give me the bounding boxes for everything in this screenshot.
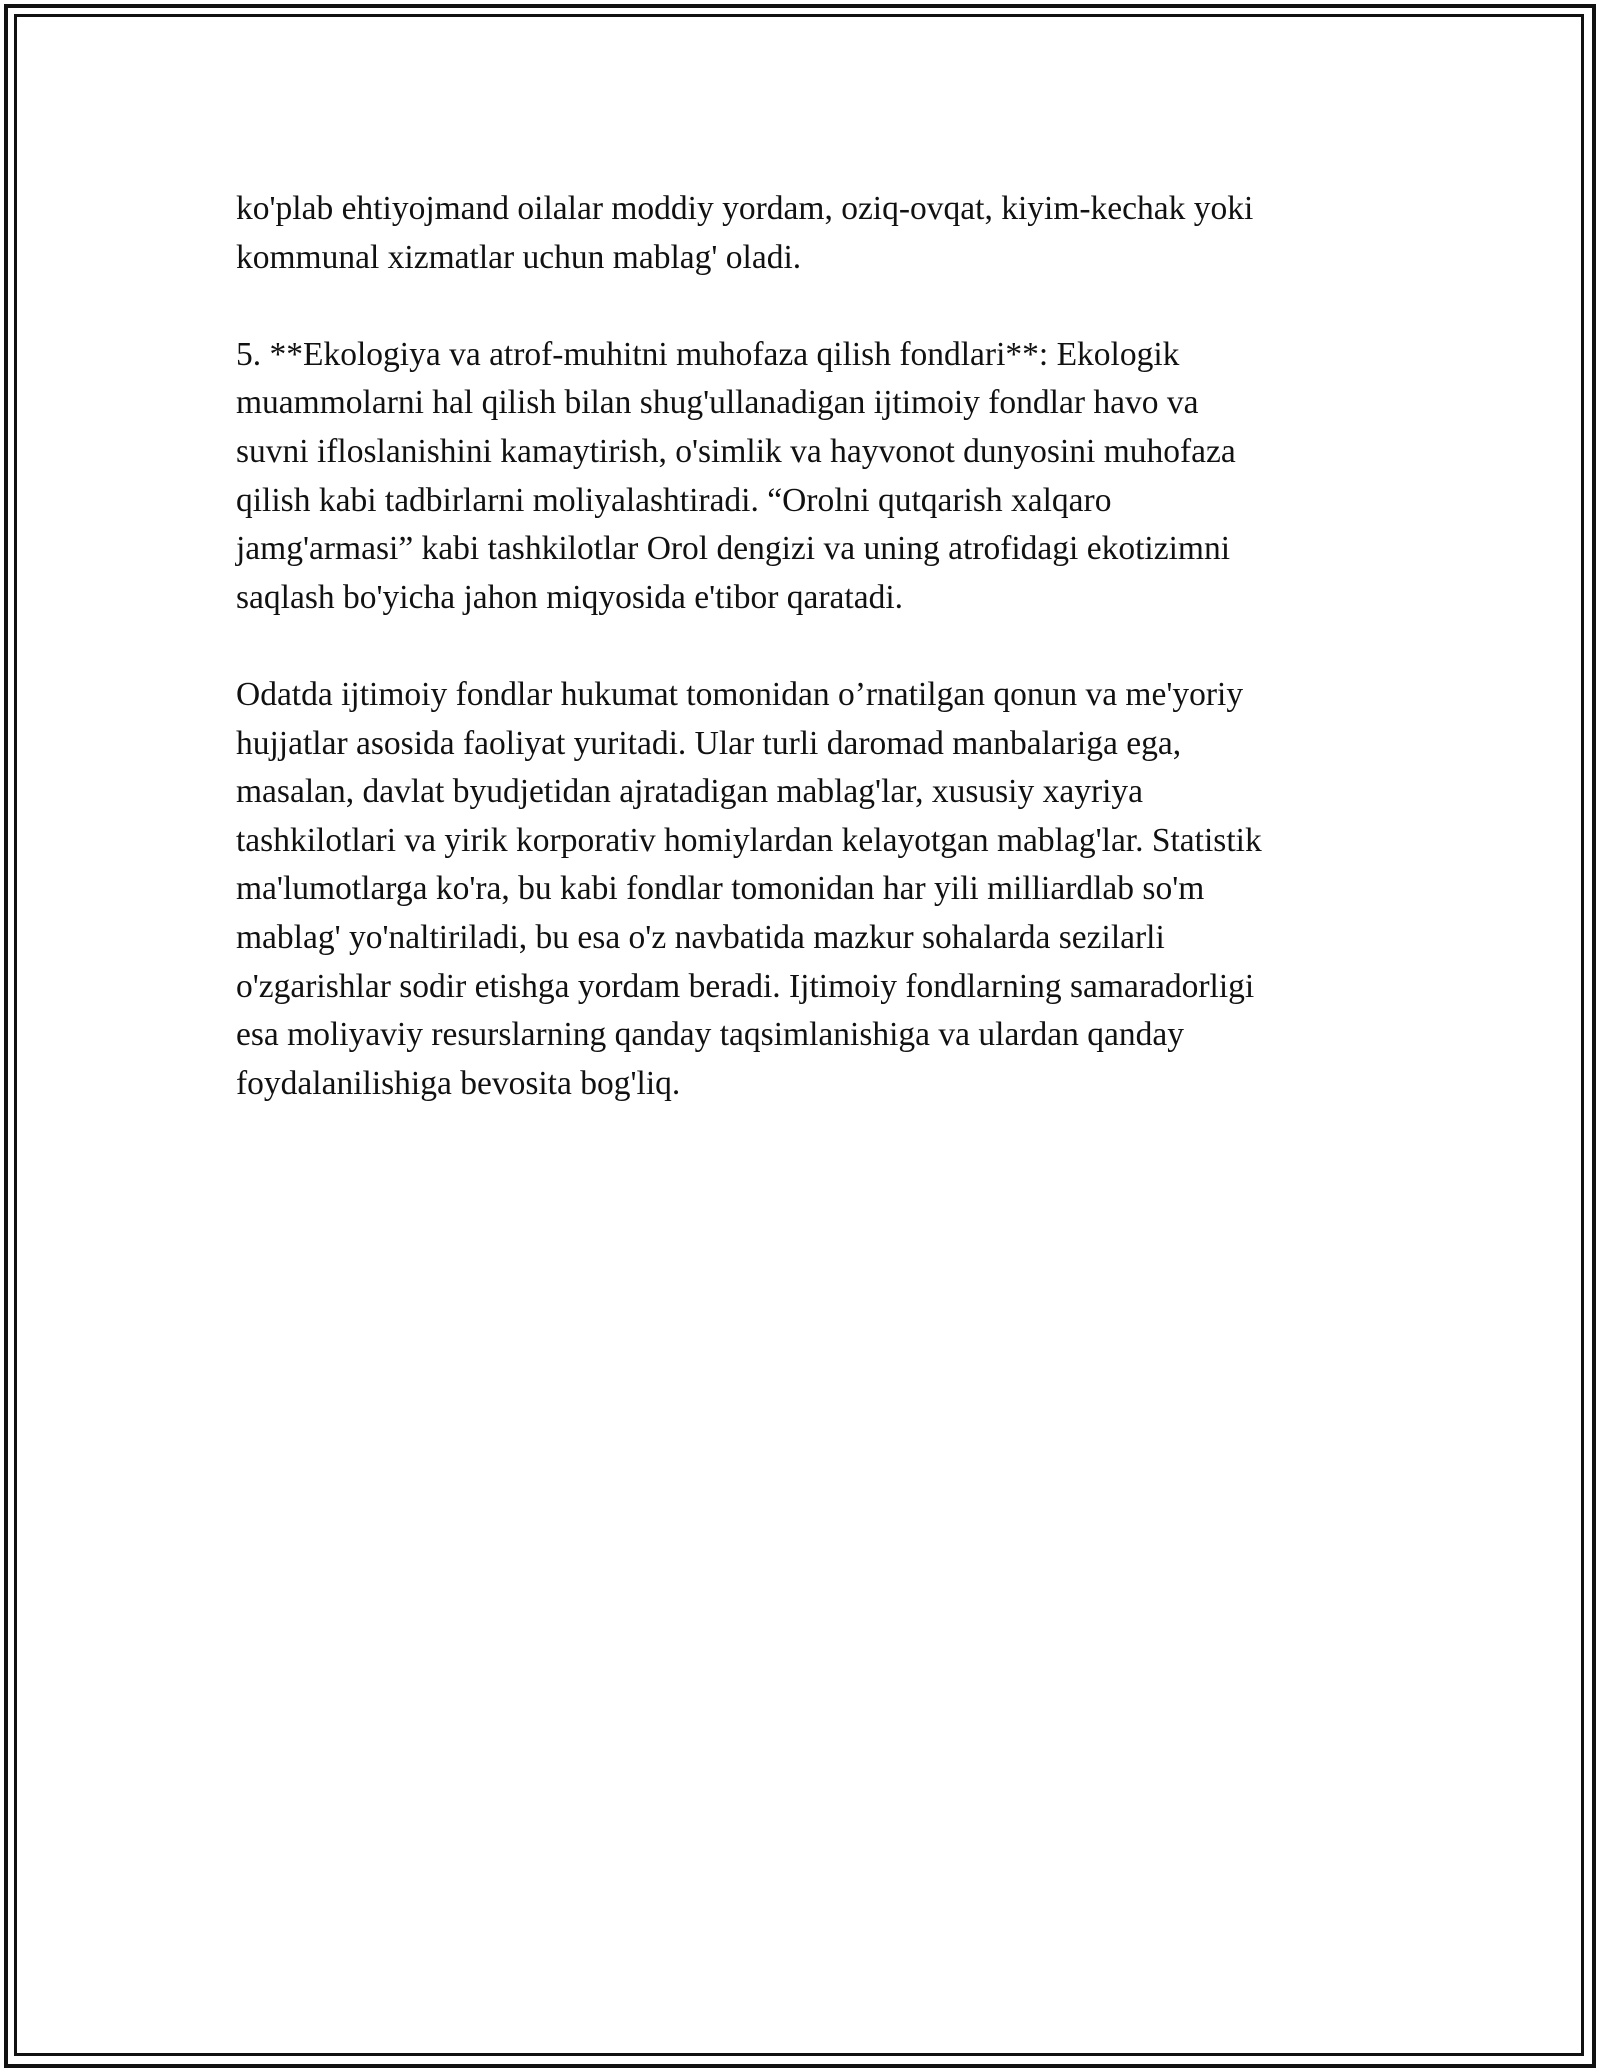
paragraph-ecology-funds: 5. **Ekologiya va atrof-muhitni muhofaza qilish fondlari**: Ekologik muammolarni hal qilish bilan shug'ullanadigan ijtimoiy fondlar havo va suvni ifloslanishini kamaytirish, o'simlik va hayvonot dunyosini muhofaza qilish kabi tadbirlarni moliyalashtiradi. “Orolni qutqarish xalqaro jamg'armasi” kabi tashkilotlar Orol dengizi va uning atrofidagi ekotizimni saqlash bo'yicha jahon miqyosida e'tibor qaratadi. <box>236 335 1236 616</box>
paragraph-continuation: ko'plab ehtiyojmand oilalar moddiy yordam, oziq-ovqat, kiyim-kechak yoki kommunal xizmatlar uchun mablag' oladi. <box>236 190 1254 276</box>
document-body <box>236 185 1386 1108</box>
paragraph-social-funds-overview: Odatda ijtimoiy fondlar hukumat tomonidan o’rnatilgan qonun va me'yoriy hujjatlar asosida faoliyat yuritadi. Ular turli daromad manbalariga ega, masalan, davlat byudjetidan ajratadigan mablag'lar, xususiy xayriya tashkilotlari va yirik korporativ homiylardan kelayotgan mablag'lar. Statistik ma'lumotlarga ko'ra, bu kabi fondlar tomonidan har yili milliardlab so'm mablag' yo'naltiriladi, bu esa o'z navbatida mazkur sohalarda sezilarli o'zgarishlar sodir etishga yordam beradi. Ijtimoiy fondlarning samaradorligi esa moliyaviy resurslarning qanday taqsimlanishiga va ulardan qanday foydalanilishiga bevosita bog'liq. <box>236 675 1262 1102</box>
